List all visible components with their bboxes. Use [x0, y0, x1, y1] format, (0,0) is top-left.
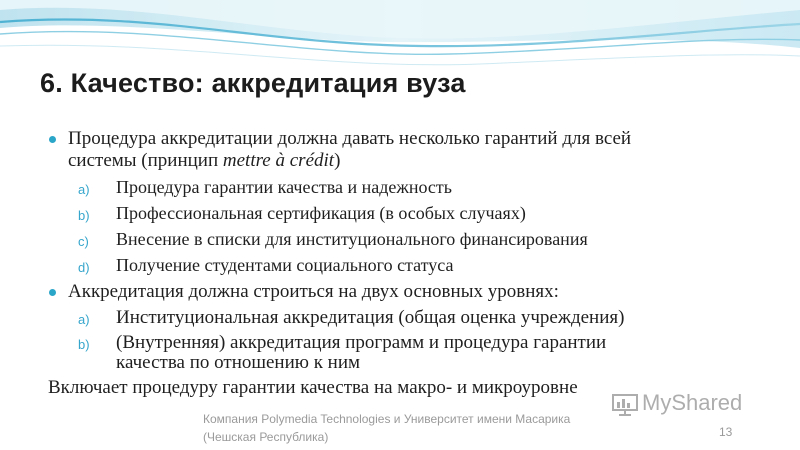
- sub-item-marker: b): [78, 337, 90, 352]
- bullet-italic-text: mettre à crédit: [222, 150, 335, 171]
- bullet-text: Аккредитация должна строиться на двух основных уровнях:: [68, 281, 559, 302]
- sub-item-text-line: качества по отношению к ним: [116, 352, 361, 373]
- sub-item-text-line: (Внутренняя) аккредитация программ и процедура гарантии: [116, 332, 607, 353]
- footer-line: (Чешская Республика): [203, 430, 329, 444]
- sub-item: [48, 177, 788, 198]
- slide-title: 6. Качество: аккредитация вуза: [40, 68, 466, 98]
- presentation-board-icon: [612, 394, 638, 416]
- sub-item-marker: a): [78, 182, 90, 197]
- watermark-logo: [612, 390, 772, 420]
- bullet-text-line: системы (принцип: [68, 150, 223, 171]
- watermark-text: MyShared: [642, 390, 743, 415]
- sub-item-text: Профессиональная сертификация (в особых случаях): [116, 203, 526, 223]
- sub-item-text: Получение студентами социального статуса: [116, 255, 454, 275]
- sub-item-marker: c): [78, 234, 89, 249]
- sub-item: [48, 333, 788, 373]
- slide-footer: [203, 410, 613, 446]
- sub-item-text: Внесение в списки для институционального финансирования: [116, 229, 588, 249]
- footer-line: Компания Polymedia Technologies и Университет имени Масарика: [203, 412, 571, 426]
- sub-item-text: Институциональная аккредитация (общая оценка учреждения): [116, 307, 625, 328]
- bullet-dot-icon: [49, 289, 56, 296]
- bullet-item: [48, 128, 788, 172]
- page-number: 13: [719, 425, 733, 439]
- sub-item-text: Процедура гарантии качества и надежность: [116, 177, 452, 197]
- sub-item-marker: a): [78, 312, 90, 327]
- sub-item-marker: d): [78, 260, 90, 275]
- bullet-item: [48, 281, 788, 303]
- bullet-close-paren: ): [334, 150, 341, 171]
- sub-item: [48, 308, 788, 328]
- sub-item: [48, 255, 788, 276]
- closing-statement: Включает процедуру гарантии качества на макро- и микроуровне: [48, 377, 578, 398]
- sub-item-marker: b): [78, 208, 90, 223]
- bullet-text-line: Процедура аккредитации должна давать несколько гарантий для всей: [68, 128, 632, 149]
- sub-item: [48, 229, 788, 250]
- sub-item: [48, 203, 788, 224]
- bullet-dot-icon: [49, 136, 56, 143]
- slide-body: [48, 128, 788, 378]
